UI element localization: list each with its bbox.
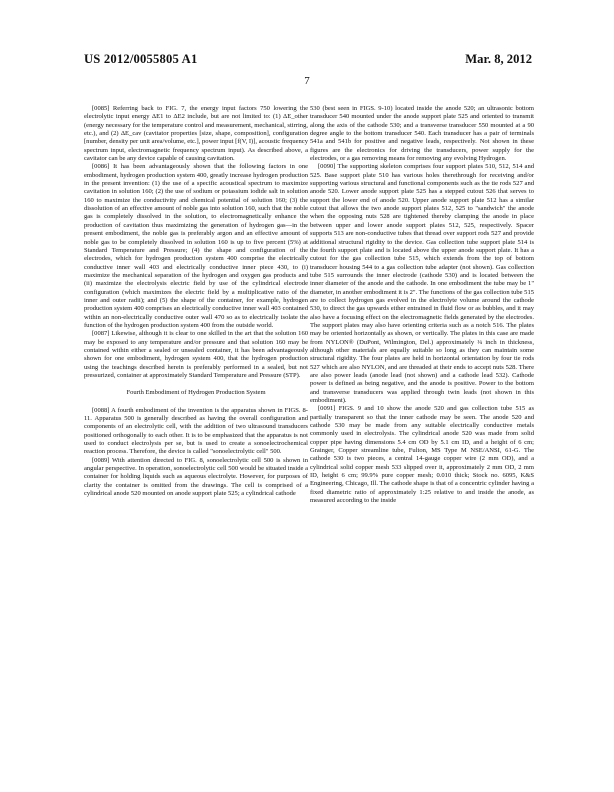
paragraph-0086: [0086] It has been advantageously shown that the following factors in one embodiment, hydrogen production system 400, greatly increase hydrogen production in the present invention: (1) the use of a specific acoustical spectrum to maximize cavitation in solution 160; (2) the use of sodium or potassium iodide salt in solution 160 to maximize the conductivity and chemical potential of solution 160; (3) the dissolution of an effective amount of noble gas into solution 160, such that the noble gas is completely dissolved in the solution, to electromagnetically enhance the production of cavitation thus maximizing the generation of hydrogen gas—in the present embodiment, the noble gas is preferably argon and an effective amount of noble gas to be completely dissolved in solution 160 is up to five percent (5%) at Standard Temperature and Pressure; (4) the shape and configuration of the electrodes, which for hydrogen production system 400 comprise the electrically conductive inner wall 403 and electrically conductive inner piece 430, to (i) maximize the mechanical separation of the hydrogen and oxygen gas products and (ii) maximize the electrolysis electric field by use of the cylindrical electrode configuration (which maximizes the electric field by a multiplicative ratio of the inner and outer radii); and (5) the shape of the container, for example, hydrogen production system 400 comprises an electrically conductive inner wall 403 contained within an non-electrically conductive outer wall 470 so as to electrically isolate the function of the hydrogen production system 400 from the outside world.: [84, 163, 308, 329]
paragraph-0091: [0091] FIGS. 9 and 10 show the anode 520 and gas collection tube 515 as partially transparent so that the inner cathode may be seen. The anode 520 and cathode 530 may be made from any suitable electrically conductive metals commonly used in electrolysis. The cylindrical anode 520 was made from solid copper pipe having dimensions 5.4 cm OD by 5.1 cm ID, and a height of 6 cm; Grainger, Copper streamline tube, Fulton, MS Type M NSE/ANSI, 61-G. The cathode 530 is two pieces, a central 14-gauge copper wire (2 mm OD), and a cylindrical solid copper mesh 533 slipped over it, approximately 2 mm OD, 2 mm ID, height 6 cm; 99.9% pure copper mesh; 0.010 thick; Stock no. 6095, K&S Engineering, Chicago, Ill. The cathode shape is that of a concentric cylinder having a fixed diametric ratio of approximately 1:25 relative to and inside the anode, as measured according to the inside: [310, 405, 534, 505]
paragraph-0089-continued: 530 (best seen in FIGS. 9-10) located inside the anode 520; an ultrasonic bottom transducer 540 mounted under the anode support plate 525 and oriented to transmit along the axis of the cathode 530; and a transverse transducer 550 mounted at a 90 degree angle to the bottom transducer 540. Each transducer has a pair of terminals 541a and 541b for positive and negative leads, respectively. Not shown in these figures are the electronics for driving the transducers, power supply for the electrodes, or a gas removing means for removing any evolving Hydrogen.: [310, 105, 534, 163]
paragraph-0087: [0087] Likewise, although it is clear to one skilled in the art that the solution 160 may be exposed to any temperature and/or pressure and that solution 160 may be contained within either a sealed or unsealed container, it has been advantageously shown for one embodiment, hydrogen system 400, that the hydrogen production using the teachings described herein is preferably performed in a sealed, but not pressurized, container at approximately Standard Temperature and Pressure (STP).: [84, 330, 308, 379]
right-column: [310, 105, 534, 506]
section-heading: Fourth Embodiment of Hydrogen Production System: [126, 389, 266, 397]
paragraph-0088: [0088] A fourth embodiment of the invention is the apparatus shown in FIGS. 8-11. Apparatus 500 is generally described as having the overall configuration and components of an electrolytic cell, with the addition of two ultrasound transducers positioned orthogonally to each other. It is to be emphasized that the apparatus is not used to conduct electrolysis per se, but is used to create a sonoelectrochemical reaction process. Therefore, the device is called "sonoelectrolytic cell" 500.: [84, 406, 308, 456]
page-number: 7: [304, 75, 310, 87]
publication-date: Mar. 8, 2012: [465, 52, 532, 66]
paragraph-0089: [0089] With attention directed to FIG. 8, sonoelectrolytic cell 500 is shown in angular perspective. In operation, sonoelectrolytic cell 500 would be situated inside a container for holding liquids such as aqueous electrolyte. However, for purposes of clarity the container is omitted from the drawings. The cell is comprised of a cylindrical anode 520 mounted on anode support plate 525; a cylindrical cathode: [84, 456, 308, 498]
paragraph-0085: [0085] Referring back to FIG. 7, the energy input factors 750 lowering the electrolytic input energy ΔE1 to ΔE2 include, but are not limited to: (1) ΔE_other (energy necessary for the temperature control and measurement, mechanical, stirring, etc.), and (2) ΔE_cav (cavitator properties [size, shape, composition], configuration [number, density per unit area/volume, etc.], power input [f(V, I)], acoustic frequency spectrum input, electromagnetic frequency spectrum input). As described above, a cavitator can be any device capable of causing cavitation.: [84, 105, 308, 163]
paragraph-0090: [0090] The supporting skeleton comprises four support plates 510, 512, 514 and 525. Base support plate 510 has various holes therethrough for receiving and/or supporting various structural and functional components such as the tie rods 527 and anode 520. Lower anode support plate 525 has a stepped cutout 526 that serves to support the lower end of anode 520. Upper anode support plate 512 has a similar cutout that allows the two anode support plates 512, 525 to "sandwich" the anode when the opposing nuts 528 are tightened thereby clamping the anode in place between upper and lower anode support plates 512, 525, respectively. Spacer supports 513 are non-conductive tubes that thread over support rods 527 and provide additional structural rigidity to the device. Gas collection tube support plate 514 is the fourth support plate and is located above the upper anode support plate. It has a cutout for the gas collection tube 515, which extends from the top of bottom transducer housing 544 to a gas collection tube adapter (not shown). Gas collection tube 515 surrounds the inner electrode (cathode 530) and is located between the inner diameter of the anode and the cathode. In one embodiment the tube may be 1" diameter, in another embodiment it is 2". The functions of the gas collection tube 515 are to collect hydrogen gas evolved in the electrolyte volume around the cathode 530, to direct the gas upwards either entrained in fluid flow or as bubbles, and it may also have a focusing effect on the electromagnetic fields generated by the electrodes. The support plates may also have orienting criteria such as a notch 516. The plates may be oriented horizontally as shown, or vertically. The plates in this case are made from NYLON® (DuPont, Wilmington, Del.) approximately ¼ inch in thickness, although other materials are equally suitable so long as they can maintain some structural rigidity. The four plates are held in horizontal orientation by four tie rods 527 which are also NYLON, and are threaded at their ends to accept nuts 528. There are also power leads (anode lead (not shown) and a cathode lead 532). Cathode power is defined as being negative, and the anode is positive. Power to the bottom and transverse transducers was applied through twin leads (not shown in this embodiment).: [310, 163, 534, 405]
publication-number: US 2012/0055805 A1: [84, 52, 198, 66]
left-column: [84, 105, 308, 498]
